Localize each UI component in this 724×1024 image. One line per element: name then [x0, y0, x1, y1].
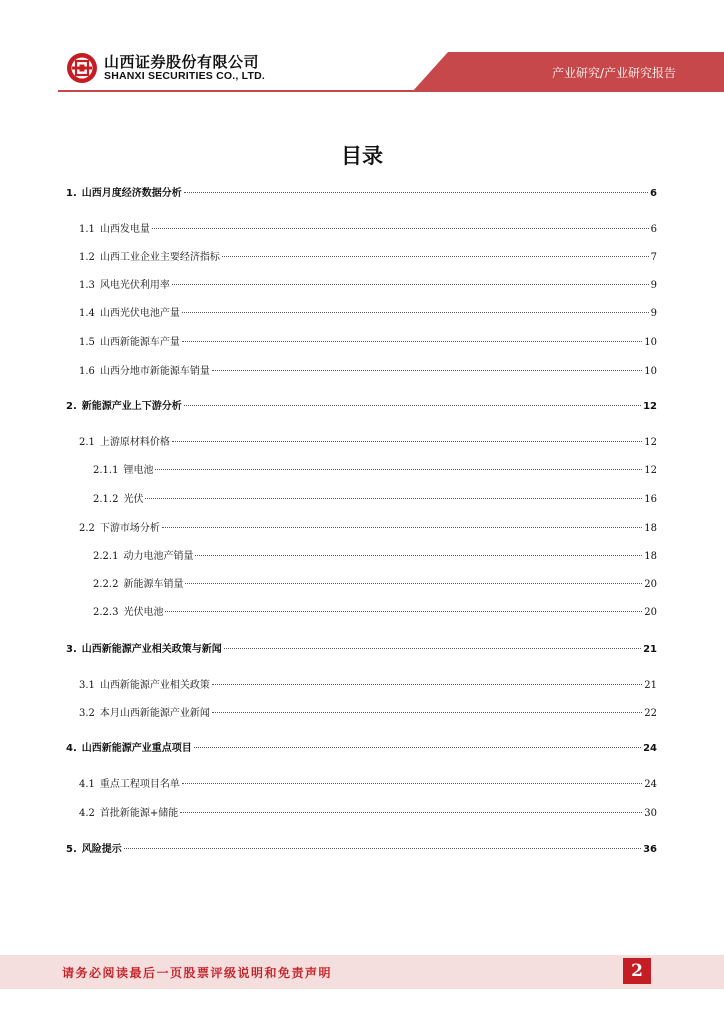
- toc-number: 2.2.3: [93, 607, 119, 618]
- dot-leader: [184, 405, 641, 406]
- toc-number: 2.2.1: [93, 551, 119, 562]
- toc-title-text: 光伏电池: [123, 607, 164, 618]
- company-name-en: SHANXI SECURITIES CO., LTD.: [104, 70, 265, 82]
- toc-title-text: 锂电池: [123, 465, 154, 476]
- toc-page: 7: [650, 252, 657, 263]
- toc-number: 1.6: [79, 366, 95, 377]
- toc-entry-2-2-3[interactable]: [93, 605, 657, 621]
- dot-leader: [195, 555, 642, 556]
- dot-leader: [182, 783, 642, 784]
- toc-page: 18: [644, 523, 657, 534]
- toc-entry-2[interactable]: [66, 399, 657, 415]
- toc-entry-2-1[interactable]: [79, 435, 657, 451]
- page-number: 2: [623, 958, 651, 984]
- toc-entry-1-1[interactable]: [79, 222, 657, 238]
- toc-number: 2.1.2: [93, 494, 119, 505]
- toc-page: 16: [644, 494, 657, 505]
- toc-page: 12: [643, 401, 657, 412]
- dot-leader: [224, 648, 641, 649]
- toc-page: 9: [650, 280, 657, 291]
- toc-title: 目录: [341, 144, 383, 168]
- toc-number: 4.2: [79, 808, 95, 819]
- toc-title-text: 山西新能源产业相关政策: [99, 680, 210, 691]
- dot-leader: [165, 611, 642, 612]
- dot-leader: [172, 284, 649, 285]
- toc-title-text: 山西月度经济数据分析: [81, 188, 182, 199]
- dot-leader: [212, 712, 642, 713]
- toc-title-text: 重点工程项目名单: [99, 779, 180, 790]
- dot-leader: [182, 341, 642, 342]
- toc-entry-1-2[interactable]: [79, 250, 657, 266]
- toc-page: 18: [644, 551, 657, 562]
- toc-number: 1.4: [79, 308, 95, 319]
- toc-title-text: 山西工业企业主要经济指标: [99, 252, 220, 263]
- toc-number: 3.: [66, 644, 77, 655]
- toc-page: 24: [644, 779, 657, 790]
- toc-page: 10: [644, 337, 657, 348]
- toc-number: 2.1: [79, 437, 95, 448]
- toc-number: 2.1.1: [93, 465, 119, 476]
- toc-title-text: 山西分地市新能源车销量: [99, 366, 210, 377]
- dot-leader: [172, 441, 642, 442]
- toc-title-text: 山西光伏电池产量: [99, 308, 180, 319]
- header-divider: [58, 90, 724, 92]
- toc-number: 4.: [66, 743, 77, 754]
- toc-title-text: 动力电池产销量: [123, 551, 194, 562]
- toc-page: 20: [644, 607, 657, 618]
- dot-leader: [155, 469, 642, 470]
- toc-page: 9: [650, 308, 657, 319]
- toc-entry-2-1-1[interactable]: [93, 463, 657, 479]
- toc-number: 2.2.2: [93, 579, 119, 590]
- toc-entry-4-2[interactable]: [79, 806, 657, 822]
- toc-entry-1-6[interactable]: [79, 364, 657, 380]
- toc-entry-4[interactable]: [66, 741, 657, 757]
- toc-title-text: 新能源车销量: [123, 579, 184, 590]
- toc-number: 3.2: [79, 708, 95, 719]
- toc-title-text: 本月山西新能源产业新闻: [99, 708, 210, 719]
- dot-leader: [194, 747, 641, 748]
- toc-page: 21: [643, 644, 657, 655]
- toc-entry-1-5[interactable]: [79, 335, 657, 351]
- footer-disclaimer: 请务必阅读最后一页股票评级说明和免责声明: [62, 966, 333, 980]
- toc-entry-1-4[interactable]: [79, 306, 657, 322]
- toc-entry-3[interactable]: [66, 642, 657, 658]
- dot-leader: [152, 228, 649, 229]
- dot-leader: [184, 192, 648, 193]
- toc-number: 1.5: [79, 337, 95, 348]
- dot-leader: [124, 848, 641, 849]
- dot-leader: [182, 312, 649, 313]
- toc-page: 21: [644, 680, 657, 691]
- toc-title-text: 山西新能源产业相关政策与新闻: [81, 644, 222, 655]
- toc-entry-2-2-2[interactable]: [93, 577, 657, 593]
- toc-page: 22: [644, 708, 657, 719]
- toc-entry-2-2-1[interactable]: [93, 549, 657, 565]
- toc-page: 12: [644, 437, 657, 448]
- dot-leader: [180, 812, 642, 813]
- toc-number: 5.: [66, 844, 77, 855]
- toc-page: 6: [650, 188, 657, 199]
- toc-entry-5[interactable]: [66, 842, 657, 858]
- toc-page: 10: [644, 366, 657, 377]
- dot-leader: [222, 256, 649, 257]
- toc-title-text: 下游市场分析: [99, 523, 160, 534]
- dot-leader: [145, 498, 642, 499]
- toc-page: 36: [643, 844, 657, 855]
- toc-entry-4-1[interactable]: [79, 777, 657, 793]
- toc-number: 1.3: [79, 280, 95, 291]
- toc-entry-2-1-2[interactable]: [93, 492, 657, 508]
- toc-title-text: 风险提示: [81, 844, 122, 855]
- company-name-cn: 山西证券股份有限公司: [104, 53, 260, 71]
- toc-number: 2.2: [79, 523, 95, 534]
- toc-number: 1.: [66, 188, 77, 199]
- toc-number: 2.: [66, 401, 77, 412]
- toc-entry-1-3[interactable]: [79, 278, 657, 294]
- dot-leader: [162, 527, 642, 528]
- toc-title-text: 上游原材料价格: [99, 437, 170, 448]
- toc-number: 3.1: [79, 680, 95, 691]
- toc-title-text: 风电光伏利用率: [99, 280, 170, 291]
- toc-page: 20: [644, 579, 657, 590]
- toc-page: 12: [644, 465, 657, 476]
- dot-leader: [185, 583, 642, 584]
- dot-leader: [212, 684, 642, 685]
- toc-number: 4.1: [79, 779, 95, 790]
- toc-title-text: 新能源产业上下游分析: [81, 401, 182, 412]
- toc-entry-1[interactable]: [66, 186, 657, 202]
- toc-page: 6: [650, 224, 657, 235]
- toc-entry-3-2[interactable]: [79, 706, 657, 722]
- toc-title-text: 山西新能源产业重点项目: [81, 743, 192, 754]
- dot-leader: [212, 370, 642, 371]
- toc-number: 1.1: [79, 224, 95, 235]
- toc-number: 1.2: [79, 252, 95, 263]
- toc-title-text: 山西新能源车产量: [99, 337, 180, 348]
- toc-title-text: 光伏: [123, 494, 144, 505]
- toc-page: 30: [644, 808, 657, 819]
- toc-entry-3-1[interactable]: [79, 678, 657, 694]
- report-type: 产业研究/产业研究报告: [551, 66, 676, 80]
- toc-entry-2-2[interactable]: [79, 521, 657, 537]
- toc-title-text: 山西发电量: [99, 224, 150, 235]
- toc-page: 24: [643, 743, 657, 754]
- toc-title-text: 首批新能源+储能: [99, 808, 179, 819]
